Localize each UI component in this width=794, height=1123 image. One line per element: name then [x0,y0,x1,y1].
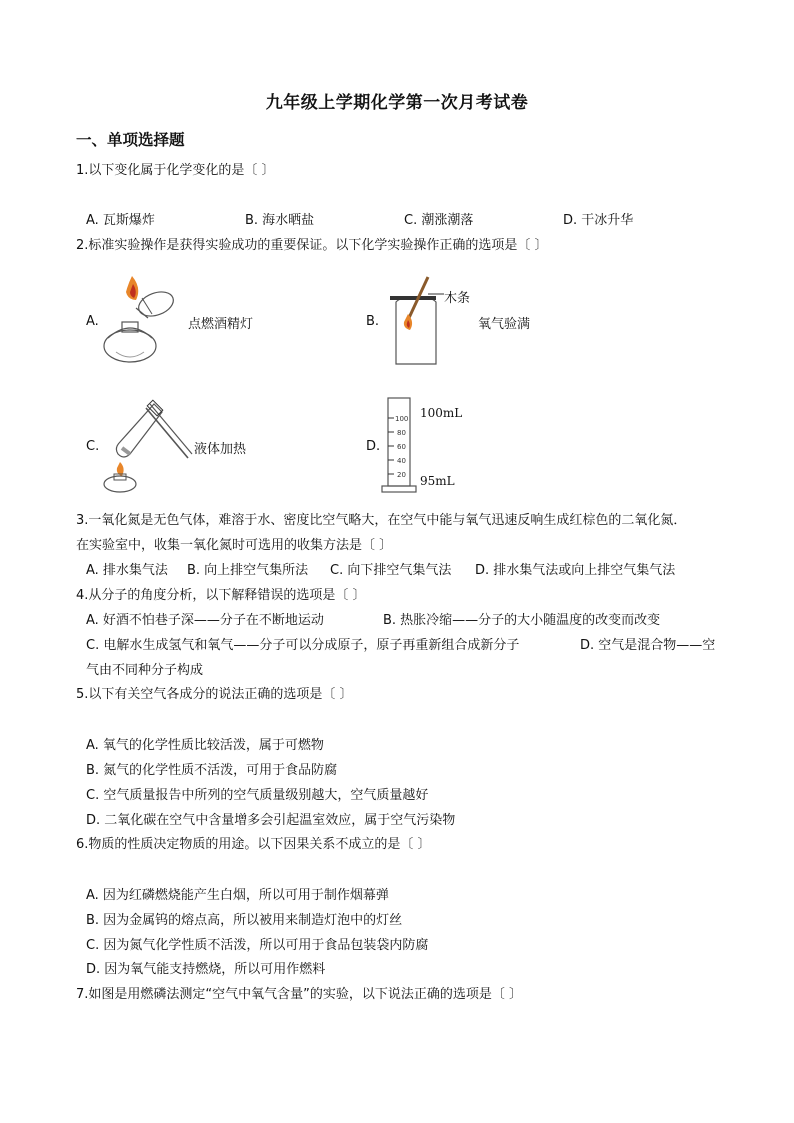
q2-option-b-letter: B. [366,314,380,329]
alcohol-lamp-lighting-figure [98,274,188,369]
q4-option-c: C. 电解水生成氢气和氧气——分子可以分成原子，原子再重新组合成新分子 [86,638,520,653]
page-title: 九年级上学期化学第一次月考试卷 [265,93,529,113]
tick-label-40: 40 [397,457,406,465]
q3-option-c: C. 向下排空气集气法 [330,563,452,578]
q4-option-d-continued: 气由不同种分子构成 [86,663,204,678]
q3-option-b: B. 向上排空气集所法 [187,563,309,578]
q2-option-a-letter: A. [86,314,99,329]
tick-label-60: 60 [397,443,406,451]
q5-option-a: A. 氧气的化学性质比较活泼，属于可燃物 [86,738,324,753]
q2-option-c-letter: C. [86,439,100,454]
q4-option-d: D. 空气是混合物——空 [580,638,716,653]
q6-option-b: B. 因为金属钨的熔点高，所以被用来制造灯泡中的灯丝 [86,913,403,928]
q6-option-a: A. 因为红磷燃烧能产生白烟，所以可用于制作烟幕弹 [86,888,389,903]
q1-option-d: D. 干冰升华 [563,213,634,228]
graduated-cylinder-figure [380,396,420,498]
tick-label-20: 20 [397,471,406,479]
question-7-stem: 7.如图是用燃磷法测定“空气中氧气含量”的实验，以下说法正确的选项是〔 〕 [76,987,523,1002]
q3-option-a: A. 排水集气法 [86,563,168,578]
q2-option-b-caption: 氧气验满 [478,317,531,332]
cylinder-top-label: 100mL [420,406,463,420]
q2-option-a-caption: 点燃酒精灯 [188,317,254,332]
q3-option-d: D. 排水集气法或向上排空气集气法 [475,563,676,578]
stick-label: 木条 [444,291,471,306]
tick-label-80: 80 [397,429,406,437]
liquid-heating-figure [96,398,194,496]
question-3-stem-line1: 3.一氧化氮是无色气体，难溶于水、密度比空气略大，在空气中能与氧气迅速反响生成红棕色的二氧化氮． [76,513,687,528]
question-3-stem-line2: 在实验室中，收集一氧化氮时可选用的收集方法是〔 〕 [76,538,393,553]
cylinder-bottom-label: 95mL [420,474,455,488]
q5-option-d: D. 二氧化碳在空气中含量增多会引起温室效应，属于空气污染物 [86,813,456,828]
q6-option-c: C. 因为氮气化学性质不活泼，所以可用于食品包装袋内防腐 [86,938,429,953]
section-heading: 一、单项选择题 [76,131,185,149]
q5-option-c: C. 空气质量报告中所列的空气质量级别越大，空气质量越好 [86,788,429,803]
q4-option-b: B. 热胀冷缩——分子的大小随温度的改变而改变 [383,613,661,628]
question-1-stem: 1.以下变化属于化学变化的是〔 〕 [76,163,275,178]
q1-option-a: A. 瓦斯爆炸 [86,213,155,228]
q6-option-d: D. 因为氧气能支持燃烧，所以可用作燃料 [86,962,326,977]
q5-option-b: B. 氮气的化学性质不活泼，可用于食品防腐 [86,763,338,778]
question-6-stem: 6.物质的性质决定物质的用途。以下因果关系不成立的是〔 〕 [76,837,431,852]
question-5-stem: 5.以下有关空气各成分的说法正确的选项是〔 〕 [76,687,353,702]
tick-label-100: 100 [395,415,409,423]
q2-option-d-letter: D. [366,439,381,454]
q1-option-b: B. 海水晒盐 [245,213,315,228]
question-4-stem: 4.从分子的角度分析，以下解释错误的选项是〔 〕 [76,588,366,603]
q2-option-c-caption: 液体加热 [194,442,247,457]
q4-option-a: A. 好酒不怕巷子深——分子在不断地运动 [86,613,324,628]
q1-option-c: C. 潮涨潮落 [404,213,474,228]
question-2-stem: 2.标准实验操作是获得实验成功的重要保证。以下化学实验操作正确的选项是〔 〕 [76,238,548,253]
